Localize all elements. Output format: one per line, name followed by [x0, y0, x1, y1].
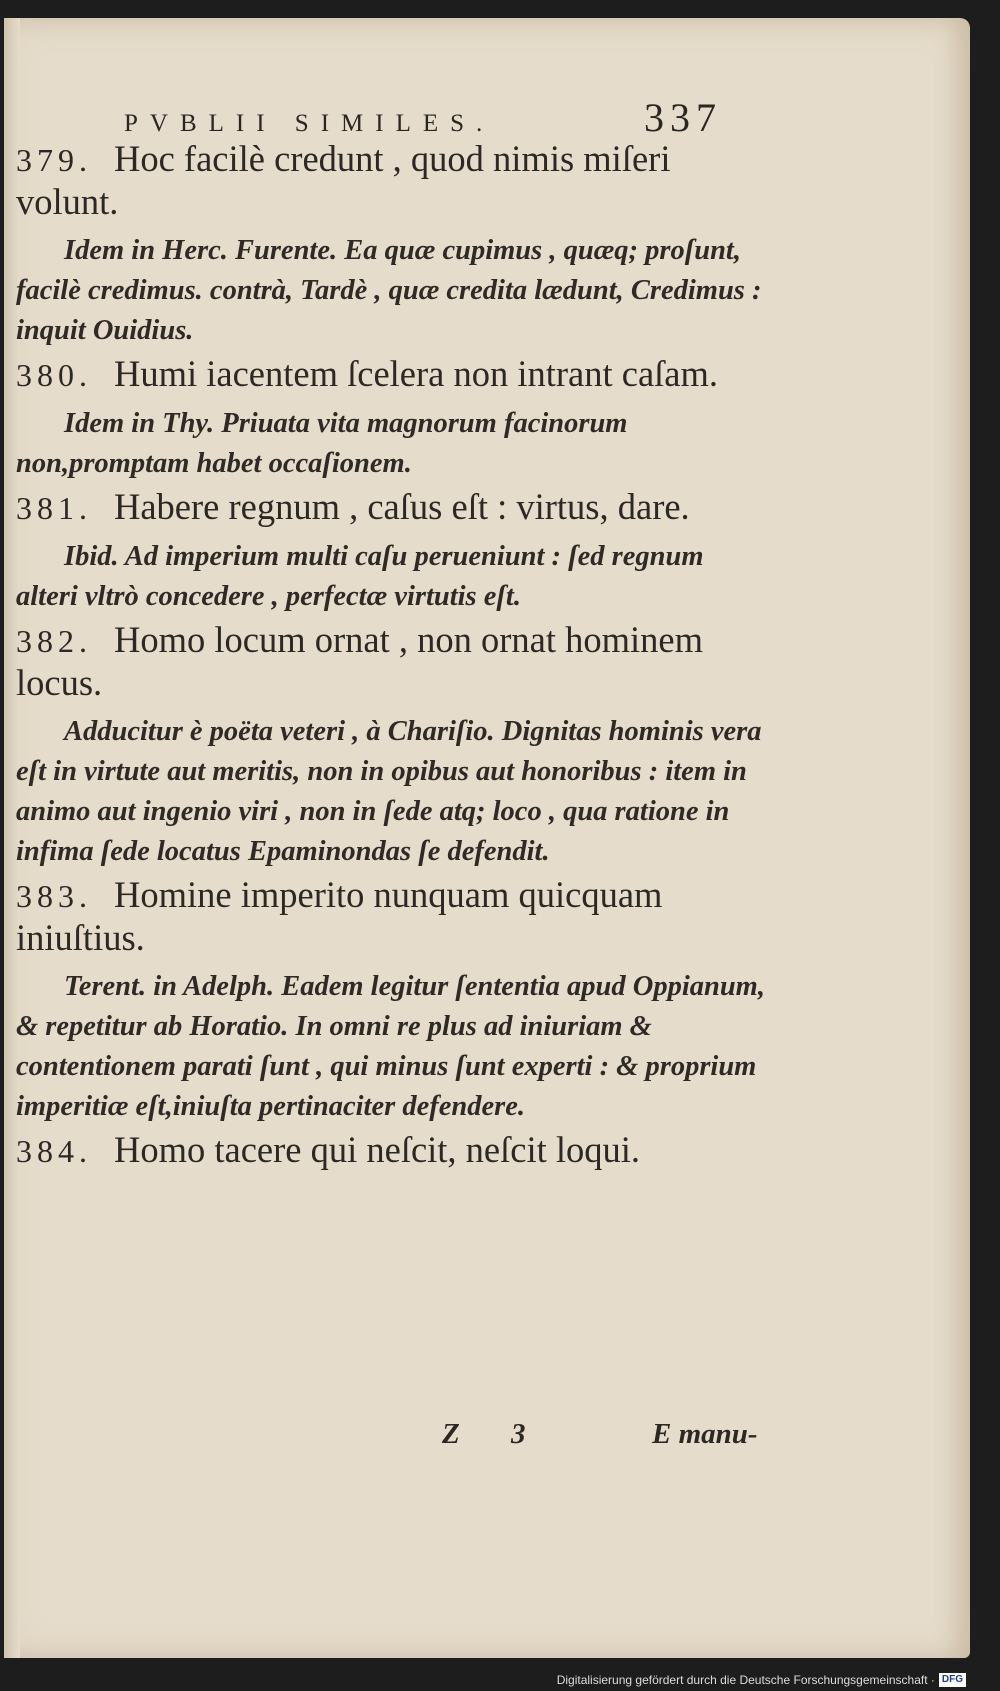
sentence-text: Homine imperito nunquam quicquam iniuſtius. [16, 874, 663, 958]
sentence-text: Hoc facilè credunt , quod nimis miſeri volunt. [16, 138, 671, 222]
commentary: Adducitur è poëta veteri , à Chariſio. Dignitas hominis vera eſt in virtute aut meritis, non in opibus aut honoribus : item in animo aut ingenio viri , non in ſede atq; loco , qua ratione in infima ſede locatus Epaminondas ſe defendit. [16, 716, 762, 867]
sentence [16, 138, 766, 223]
commentary: Idem in Herc. Furente. Ea quæ cupimus , quæq; proſunt, facilè credimus. contrà, Tardè , quæ credita lædunt, Credimus : inquit Ouidius. [16, 235, 762, 346]
sentence-text: Humi iacentem ſcelera non intrant caſam. [114, 353, 719, 394]
sentence [16, 353, 766, 396]
sentence-text: Habere regnum , caſus eſt : virtus, dare. [114, 486, 690, 527]
signature-mark: Z 3 [442, 1418, 548, 1450]
entry-number: 380. [16, 357, 92, 393]
page-header [4, 84, 970, 144]
digitization-credit [557, 1673, 966, 1687]
sentence-text: Homo tacere qui neſcit, neſcit loqui. [114, 1129, 641, 1170]
dfg-logo-icon: DFG [939, 1673, 966, 1687]
credit-text: Digitalisierung gefördert durch die Deutsche Forschungsgemeinschaft · [556, 1673, 935, 1687]
entry-384 [16, 1129, 766, 1172]
entry-number: 384. [16, 1133, 92, 1169]
sentence-text: Homo locum ornat , non ornat hominem locus. [16, 619, 703, 703]
entry-382 [16, 619, 766, 872]
page-number: 337 [644, 95, 722, 140]
catchword: E manu- [652, 1418, 758, 1450]
entry-number: 383. [16, 878, 92, 914]
sentence [16, 619, 766, 704]
sentence [16, 486, 766, 529]
sentences-list [16, 138, 766, 1172]
commentary: Terent. in Adelph. Eadem legitur ſententia apud Oppianum, & repetitur ab Horatio. In omni re plus ad iniuriam & contentionem parati ſunt , qui minus ſunt experti : & proprium imperitiæ eſt,iniuſta pertinaciter defendere. [16, 971, 765, 1122]
running-head: PVBLII SIMILES. [124, 110, 495, 137]
page-footer [4, 1418, 784, 1468]
entry-number: 381. [16, 490, 92, 526]
book-page [4, 18, 970, 1658]
commentary: Idem in Thy. Priuata vita magnorum facinorum non,promptam habet occaſionem. [16, 408, 628, 479]
entry-number: 379. [16, 142, 92, 178]
entry-380 [16, 353, 766, 484]
sentence [16, 1129, 766, 1172]
entry-383 [16, 874, 766, 1127]
entry-379 [16, 138, 766, 351]
commentary: Ibid. Ad imperium multi caſu perueniunt : ſed regnum alteri vltrò concedere , perfectæ virtutis eſt. [16, 541, 704, 612]
sentence [16, 874, 766, 959]
entry-381 [16, 486, 766, 617]
entry-number: 382. [16, 623, 92, 659]
